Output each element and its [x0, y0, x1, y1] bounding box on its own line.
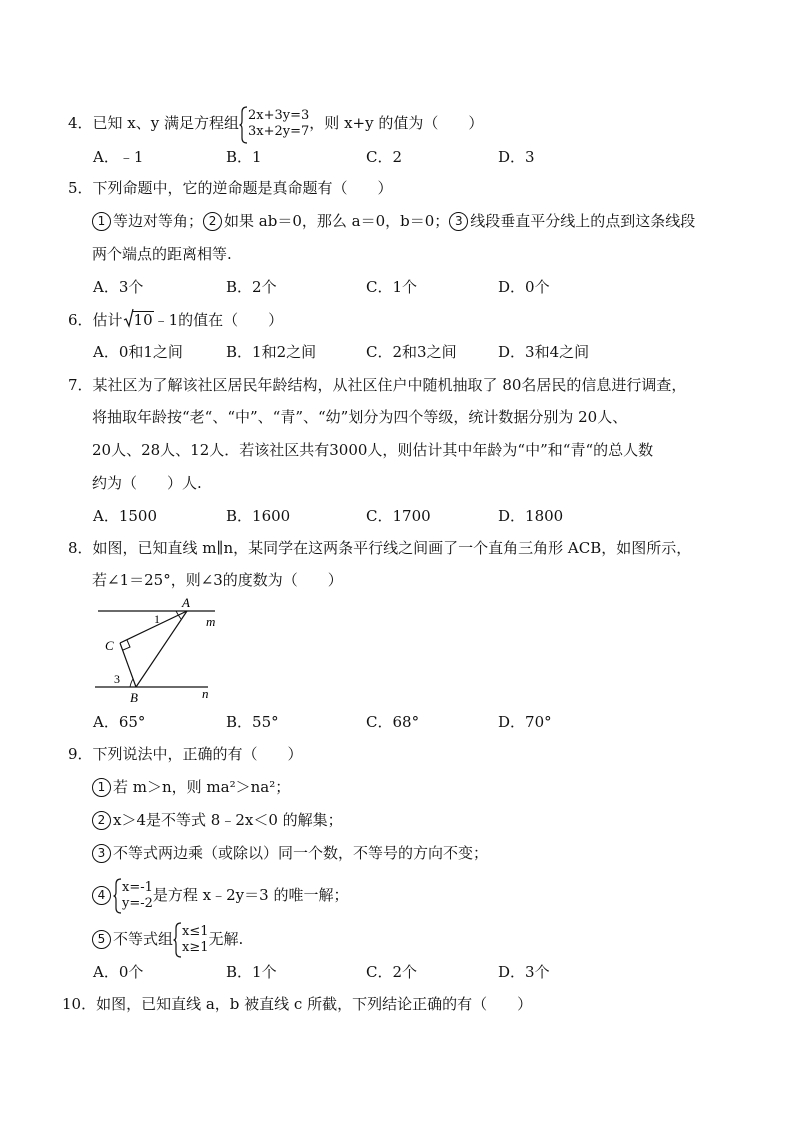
q9-item5-tail: 无解. [208, 930, 244, 948]
q9-item3 [92, 843, 488, 863]
q6-option-d[interactable]: D．3和4之间 [498, 343, 590, 361]
q8-line2: 若∠1＝25°，则∠3的度数为（ ） [92, 571, 343, 589]
q9-item2 [92, 810, 343, 830]
q9-option-b[interactable]: B．1个 [226, 963, 277, 981]
q4-eq2: 3x+2y=7 [248, 124, 310, 139]
q9-item1 [92, 777, 290, 797]
q4-equation-system [239, 108, 309, 140]
q6-sqrt [123, 310, 154, 330]
sqrt-icon [123, 308, 134, 328]
q6-radicand: 10 [133, 311, 153, 329]
q5-option-d[interactable]: D．0个 [498, 278, 550, 296]
label-c: C [105, 638, 114, 653]
q9-item5-head: 不等式组 [113, 930, 174, 948]
q6-stem [68, 310, 283, 330]
label-3: 3 [114, 672, 120, 686]
q9-item4-eq1: x=-1 [122, 880, 153, 895]
q5-item1: 等边对等角； [113, 212, 204, 230]
q7-option-d[interactable]: D．1800 [498, 507, 564, 525]
angle-3-arc [130, 679, 133, 687]
circled-2: 2 [92, 811, 111, 830]
q5-item2: 如果 ab＝0，那么 a＝0，b＝0； [224, 212, 450, 230]
circled-3: 3 [449, 212, 468, 231]
label-m: m [206, 614, 216, 629]
q5-items-line1 [92, 211, 695, 231]
q4-option-c[interactable]: C．2 [366, 148, 403, 166]
q8-option-b[interactable]: B．55° [226, 713, 279, 731]
q7-line3: 20人、28人、12人．若该社区共有3000人，则估计其中年龄为“中”和“青“的总人数 [92, 441, 654, 459]
q7-line2: 将抽取年龄按“老“、“中”、“青”、“幼”划分为四个等级，统计数据分别为 20人、 [92, 408, 628, 426]
q6-option-c[interactable]: C．2和3之间 [366, 343, 457, 361]
q7-line1: 7．某社区为了解该社区居民年龄结构，从社区住户中随机抽取了 80名居民的信息进行调查， [68, 376, 687, 394]
q6-option-b[interactable]: B．1和2之间 [226, 343, 317, 361]
q4-option-a[interactable]: A．﹣1 [93, 148, 144, 166]
q10-stem: 10．如图，已知直线 a，b 被直线 c 所截，下列结论正确的有（ ） [62, 995, 533, 1013]
q9-item5-eq1: x≤1 [182, 924, 209, 939]
q8-line1: 8．如图，已知直线 m∥n，某同学在这两条平行线之间画了一个直角三角形 ACB，如图所示， [68, 539, 692, 557]
q5-option-c[interactable]: C．1个 [366, 278, 418, 296]
q4-stem [68, 108, 483, 140]
q4-option-d[interactable]: D．3 [498, 148, 535, 166]
q9-item5-eq2: x≥1 [182, 940, 209, 955]
left-brace-icon [239, 106, 248, 144]
q5-items-line2: 两个端点的距离相等. [92, 245, 232, 263]
q4-stem-a: 4．已知 x、y 满足方程组 [68, 114, 240, 132]
q8-option-d[interactable]: D．70° [498, 713, 552, 731]
circled-5: 5 [92, 930, 111, 949]
q9-item4-system [113, 880, 153, 912]
q9-item3-text: 不等式两边乘（或除以）同一个数，不等号的方向不变； [113, 844, 489, 862]
q9-item5-system [173, 924, 209, 956]
circled-2: 2 [203, 212, 222, 231]
circled-3: 3 [92, 844, 111, 863]
label-n: n [202, 686, 209, 701]
q5-option-b[interactable]: B．2个 [226, 278, 277, 296]
q9-stem: 9．下列说法中，正确的有（ ） [68, 745, 303, 763]
left-brace-icon [173, 922, 182, 958]
q9-item4-tail: 是方程 x﹣2y＝3 的唯一解； [152, 886, 349, 904]
angle-1-arc [176, 611, 181, 619]
q7-option-c[interactable]: C．1700 [366, 507, 431, 525]
q4-option-b[interactable]: B．1 [226, 148, 262, 166]
q8-figure [90, 594, 230, 706]
segment-cb [120, 643, 136, 687]
q5-item3: 线段垂直平分线上的点到这条线段 [470, 212, 696, 230]
label-a: A [182, 595, 190, 610]
q9-item4 [92, 880, 348, 912]
q6-option-a[interactable]: A．0和1之间 [93, 343, 183, 361]
circled-4: 4 [92, 886, 111, 905]
left-brace-icon [113, 878, 122, 914]
q9-item4-eq2: y=-2 [122, 896, 153, 911]
q7-option-b[interactable]: B．1600 [226, 507, 291, 525]
circled-1: 1 [92, 778, 111, 797]
label-1: 1 [154, 612, 160, 626]
q6-stem-b: ﹣1的值在（ ） [153, 311, 284, 329]
q4-stem-b: ，则 x+y 的值为（ ） [309, 114, 484, 132]
q9-option-a[interactable]: A．0个 [93, 963, 144, 981]
q5-option-a[interactable]: A．3个 [93, 278, 144, 296]
q9-option-d[interactable]: D．3个 [498, 963, 550, 981]
q4-eq1: 2x+3y=3 [248, 108, 310, 123]
circled-1: 1 [92, 212, 111, 231]
label-b: B [130, 690, 138, 705]
q5-stem: 5．下列命题中，它的逆命题是真命题有（ ） [68, 179, 393, 197]
q6-stem-a: 6．估计 [68, 311, 123, 329]
q8-option-c[interactable]: C．68° [366, 713, 420, 731]
q9-item1-text: 若 m＞n，则 ma²＞na²； [113, 778, 291, 796]
segment-ab [136, 611, 187, 687]
q7-line4: 约为（ ）人. [92, 474, 202, 492]
q9-item5 [92, 924, 243, 956]
q9-item2-text: x＞4是不等式 8﹣2x＜0 的解集； [113, 811, 343, 829]
q9-option-c[interactable]: C．2个 [366, 963, 418, 981]
q8-option-a[interactable]: A．65° [93, 713, 146, 731]
q7-option-a[interactable]: A．1500 [93, 507, 158, 525]
